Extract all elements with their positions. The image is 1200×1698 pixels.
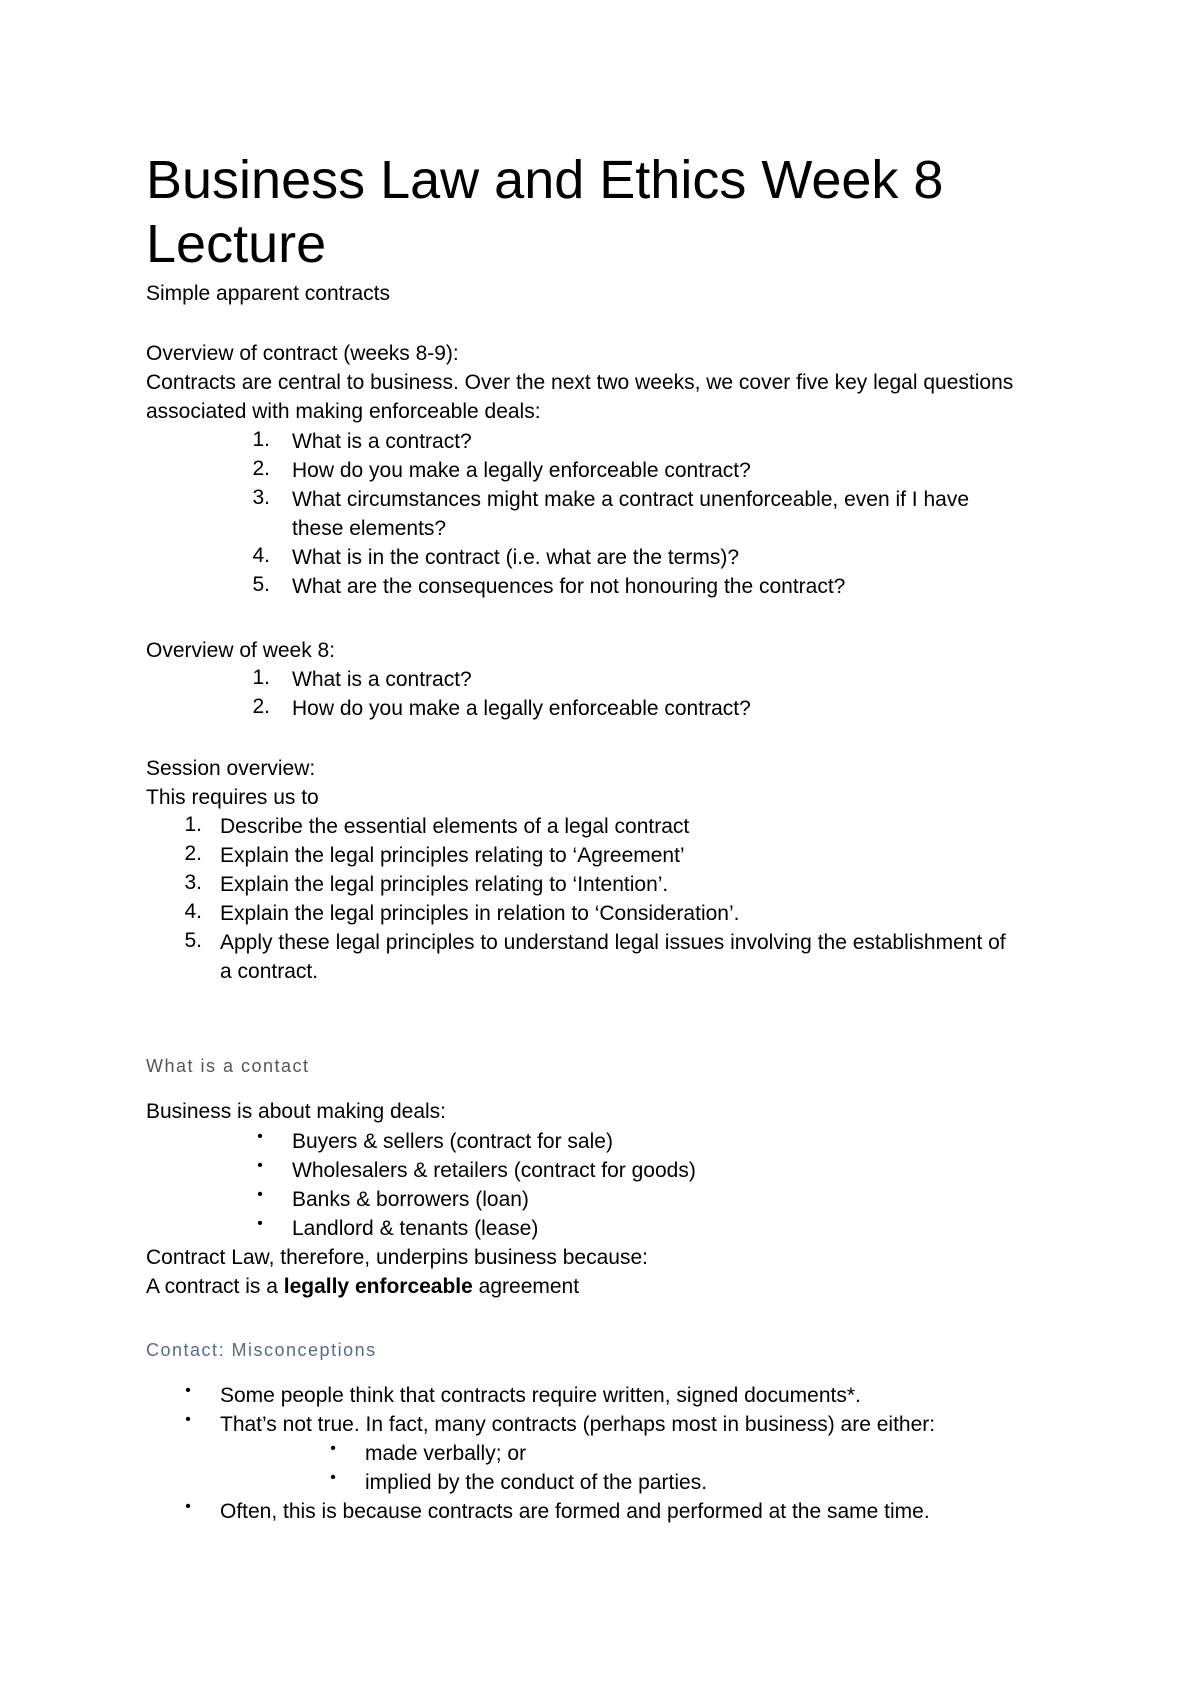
list-item: Explain the legal principles in relation to ‘Consideration’. — [220, 902, 740, 925]
definition-bold: legally enforceable — [283, 1275, 473, 1298]
list-item: What are the consequences for not honouring the contract? — [292, 575, 846, 598]
overview-contract-heading: Overview of contract (weeks 8-9): — [146, 342, 459, 365]
bullet-icon: • — [330, 1469, 336, 1486]
list-item: Often, this is because contracts are formed and performed at the same time. — [220, 1500, 930, 1523]
definition-pre: A contract is a — [146, 1275, 284, 1298]
bullet-icon: • — [257, 1215, 263, 1232]
misconceptions-heading: Contact: Misconceptions — [146, 1340, 377, 1360]
bullet-icon: • — [185, 1411, 191, 1428]
document-title: Business Law and Ethics Week 8 — [146, 150, 944, 210]
contract-law-line: Contract Law, therefore, underpins business because: — [146, 1246, 648, 1269]
what-is-contract-heading: What is a contact — [146, 1056, 310, 1076]
overview-contract-paragraph: Contracts are central to business. Over the next two weeks, we cover five key legal questions — [146, 371, 1014, 394]
what-is-intro: Business is about making deals: — [146, 1100, 446, 1123]
list-number: 1. — [184, 813, 202, 836]
overview-week8-heading: Overview of week 8: — [146, 639, 336, 662]
contract-definition — [146, 1273, 579, 1301]
session-intro: This requires us to — [146, 786, 319, 809]
sub-list-item: made verbally; or — [365, 1442, 527, 1465]
list-item: Buyers & sellers (contract for sale) — [292, 1130, 613, 1153]
session-heading: Session overview: — [146, 757, 316, 780]
list-item: What is in the contract (i.e. what are the terms)? — [292, 546, 740, 569]
list-item: That’s not true. In fact, many contracts (perhaps most in business) are either: — [220, 1413, 936, 1436]
definition-post: agreement — [472, 1275, 580, 1298]
list-item: How do you make a legally enforceable contract? — [292, 697, 751, 720]
list-number: 2. — [252, 695, 270, 718]
list-number: 4. — [184, 900, 202, 923]
document-title-line2: Lecture — [146, 214, 327, 274]
list-item: Banks & borrowers (loan) — [292, 1188, 529, 1211]
document-subtitle: Simple apparent contracts — [146, 282, 390, 305]
bullet-icon: • — [185, 1382, 191, 1399]
list-item: How do you make a legally enforceable contract? — [292, 459, 751, 482]
overview-contract-paragraph-cont: associated with making enforceable deals: — [146, 400, 541, 423]
list-number: 1. — [252, 666, 270, 689]
list-number: 4. — [252, 544, 270, 567]
bullet-icon: • — [257, 1157, 263, 1174]
list-item-cont: a contract. — [220, 960, 319, 983]
bullet-icon: • — [330, 1440, 336, 1457]
list-number: 5. — [184, 929, 202, 952]
bullet-icon: • — [257, 1186, 263, 1203]
list-number: 2. — [184, 842, 202, 865]
list-item: Explain the legal principles relating to ‘Agreement’ — [220, 844, 685, 867]
list-item: Describe the essential elements of a legal contract — [220, 815, 690, 838]
list-item-cont: these elements? — [292, 517, 447, 540]
list-number: 5. — [252, 573, 270, 596]
list-number: 2. — [252, 457, 270, 480]
list-item: What is a contract? — [292, 430, 472, 453]
list-number: 1. — [252, 428, 270, 451]
bullet-icon: • — [257, 1128, 263, 1145]
list-item: Explain the legal principles relating to ‘Intention’. — [220, 873, 669, 896]
list-item: What is a contract? — [292, 668, 472, 691]
list-item: What circumstances might make a contract unenforceable, even if I have — [292, 488, 969, 511]
list-item: Some people think that contracts require written, signed documents*. — [220, 1384, 861, 1407]
list-number: 3. — [252, 486, 270, 509]
list-item: Apply these legal principles to understand legal issues involving the establishment of — [220, 931, 1006, 954]
sub-list-item: implied by the conduct of the parties. — [365, 1471, 708, 1494]
list-item: Landlord & tenants (lease) — [292, 1217, 539, 1240]
list-item: Wholesalers & retailers (contract for goods) — [292, 1159, 696, 1182]
list-number: 3. — [184, 871, 202, 894]
bullet-icon: • — [185, 1498, 191, 1515]
